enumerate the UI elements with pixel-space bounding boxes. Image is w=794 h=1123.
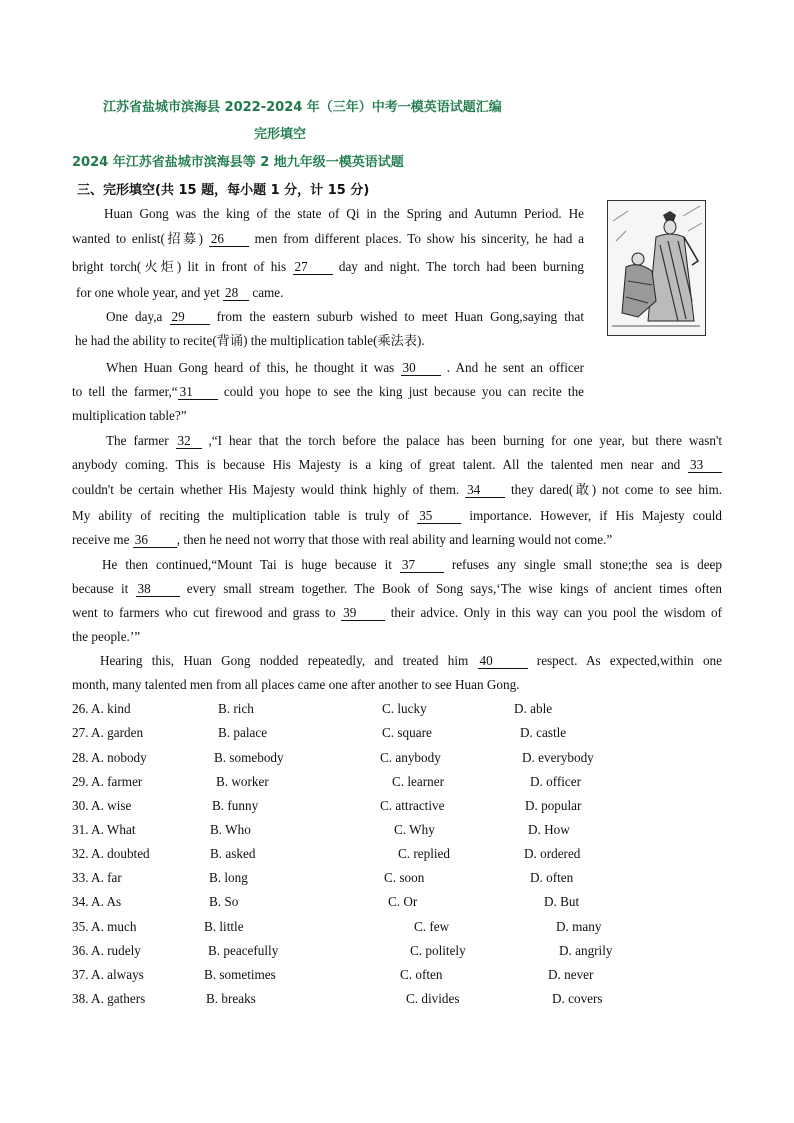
option-a[interactable]: 33. A. far [72, 870, 122, 885]
section-heading: 三、完形填空(共 15 题，每小题 1 分，计 15 分) [77, 183, 370, 198]
option-b[interactable]: B. So [209, 894, 239, 909]
passage-line: receive me 36 , then he need not worry that those with real ability and learning would not come.” [72, 532, 613, 547]
option-b[interactable]: B. palace [218, 725, 268, 740]
blank-35[interactable]: 35 [417, 509, 461, 524]
option-a[interactable]: 32. A. doubted [72, 846, 150, 861]
option-d[interactable]: D. officer [530, 774, 582, 789]
blank-34[interactable]: 34 [465, 483, 505, 498]
passage-line: he had the ability to recite(背诵) the multiplication table(乘法表). [75, 333, 425, 348]
exam-title: 2024 年江苏省盐城市滨海县等 2 地九年级一模英语试题 [72, 155, 404, 170]
passage-line: wanted to enlist(招募) 26 men from different places. To show his sincerity, he had a [72, 231, 585, 246]
blank-40[interactable]: 40 [478, 654, 528, 669]
option-c[interactable]: C. Or [388, 894, 418, 909]
passage-line: Huan Gong was the king of the state of Qi in the Spring and Autumn Period. He [104, 206, 584, 221]
option-c[interactable]: C. attractive [380, 798, 445, 813]
option-a[interactable]: 31. A. What [72, 822, 136, 837]
option-d[interactable]: D. castle [520, 725, 567, 740]
passage-line: to tell the farmer,“ 31 could you hope to see the king just because you can recite the [72, 384, 585, 399]
passage-line: for one whole year, and yet 28 came. [76, 285, 284, 300]
passage-line: When Huan Gong heard of this, he thought it was 30 . And he sent an officer [106, 360, 585, 375]
passage-line: He then continued,“Mount Tai is huge because it 37 refuses any single small stone;the sea is deep [102, 557, 723, 572]
option-c[interactable]: C. often [400, 967, 443, 982]
option-d[interactable]: D. ordered [524, 846, 581, 861]
option-c[interactable]: C. learner [392, 774, 444, 789]
document-subtitle: 完形填空 [254, 127, 307, 142]
blank-26[interactable]: 26 [209, 232, 249, 247]
option-c[interactable]: C. few [414, 919, 450, 934]
passage-line: bright torch(火炬) lit in front of his 27 day and night. The torch had been burning [72, 259, 585, 274]
blank-29[interactable]: 29 [170, 310, 210, 325]
option-d[interactable]: D. everybody [522, 750, 594, 765]
option-c[interactable]: C. anybody [380, 750, 441, 765]
blank-38[interactable]: 38 [136, 582, 180, 597]
passage-line: went to farmers who cut firewood and grass to 39 their advice. Only in this way can you pool the wisdom of [72, 605, 722, 620]
option-c[interactable]: C. soon [384, 870, 425, 885]
document-title: 江苏省盐城市滨海县 2022-2024 年（三年）中考一模英语试题汇编 [103, 100, 502, 115]
option-b[interactable]: B. somebody [214, 750, 284, 765]
passage-line: anybody coming. This is because His Majesty is a king of great talent. All the talented men near and 33 [72, 457, 722, 473]
option-a[interactable]: 35. A. much [72, 919, 137, 934]
option-a[interactable]: 37. A. always [72, 967, 144, 982]
option-c[interactable]: C. divides [406, 991, 460, 1006]
option-a[interactable]: 29. A. farmer [72, 774, 143, 789]
blank-36[interactable]: 36 [133, 533, 177, 548]
option-a[interactable]: 27. A. garden [72, 725, 144, 740]
option-c[interactable]: C. politely [410, 943, 466, 958]
option-b[interactable]: B. little [204, 919, 244, 934]
option-b[interactable]: B. worker [216, 774, 269, 789]
option-a[interactable]: 36. A. rudely [72, 943, 141, 958]
blank-32[interactable]: 32 [176, 434, 202, 449]
passage-line: because it 38 every small stream together. The Book of Song says,‘The wise kings of ancient times often [72, 581, 723, 596]
option-c[interactable]: C. lucky [382, 701, 427, 716]
passage-line: couldn't be certain whether His Majesty would think highly of them. 34 they dared(敢) not come to see him. [72, 482, 723, 497]
option-d[interactable]: D. able [514, 701, 553, 716]
option-b[interactable]: B. long [209, 870, 248, 885]
option-b[interactable]: B. Who [210, 822, 251, 837]
option-d[interactable]: D. many [556, 919, 602, 934]
illustration-huan-gong-image [607, 200, 706, 336]
option-d[interactable]: D. popular [525, 798, 582, 813]
option-d[interactable]: D. But [544, 894, 580, 909]
passage-line: multiplication table?” [72, 408, 187, 423]
option-d[interactable]: D. covers [552, 991, 603, 1006]
blank-27[interactable]: 27 [293, 260, 333, 275]
passage-line: One day,a 29 from the eastern suburb wished to meet Huan Gong,saying that [106, 309, 585, 324]
option-a[interactable]: 34. A. As [72, 894, 122, 909]
blank-33[interactable]: 33 [688, 458, 722, 473]
option-c[interactable]: C. replied [398, 846, 451, 861]
option-a[interactable]: 26. A. kind [72, 701, 131, 716]
passage-line: Hearing this, Huan Gong nodded repeatedly, and treated him 40 respect. As expected,within one [100, 653, 723, 668]
option-b[interactable]: B. rich [218, 701, 254, 716]
option-c[interactable]: C. square [382, 725, 432, 740]
blank-30[interactable]: 30 [401, 361, 441, 376]
option-d[interactable]: D. angrily [559, 943, 613, 958]
option-b[interactable]: B. breaks [206, 991, 256, 1006]
option-b[interactable]: B. funny [212, 798, 259, 813]
passage-line: The farmer 32 ,“I hear that the torch before the palace has been burning for one year, but there wasn't [106, 433, 723, 448]
option-a[interactable]: 28. A. nobody [72, 750, 147, 765]
option-a[interactable]: 38. A. gathers [72, 991, 146, 1006]
option-b[interactable]: B. peacefully [208, 943, 279, 958]
option-d[interactable]: D. never [548, 967, 594, 982]
passage-line: month, many talented men from all places came one after another to see Huan Gong. [72, 677, 520, 692]
passage-line: the people.’” [72, 629, 141, 644]
option-d[interactable]: D. often [530, 870, 574, 885]
option-b[interactable]: B. sometimes [204, 967, 276, 982]
option-a[interactable]: 30. A. wise [72, 798, 132, 813]
blank-28[interactable]: 28 [223, 286, 249, 301]
blank-37[interactable]: 37 [400, 558, 444, 573]
passage-line: My ability of reciting the multiplication table is truly of 35 importance. However, if His Majesty could [72, 508, 722, 523]
option-b[interactable]: B. asked [210, 846, 256, 861]
option-c[interactable]: C. Why [394, 822, 435, 837]
blank-31[interactable]: 31 [178, 385, 218, 400]
option-d[interactable]: D. How [528, 822, 570, 837]
blank-39[interactable]: 39 [341, 606, 385, 621]
